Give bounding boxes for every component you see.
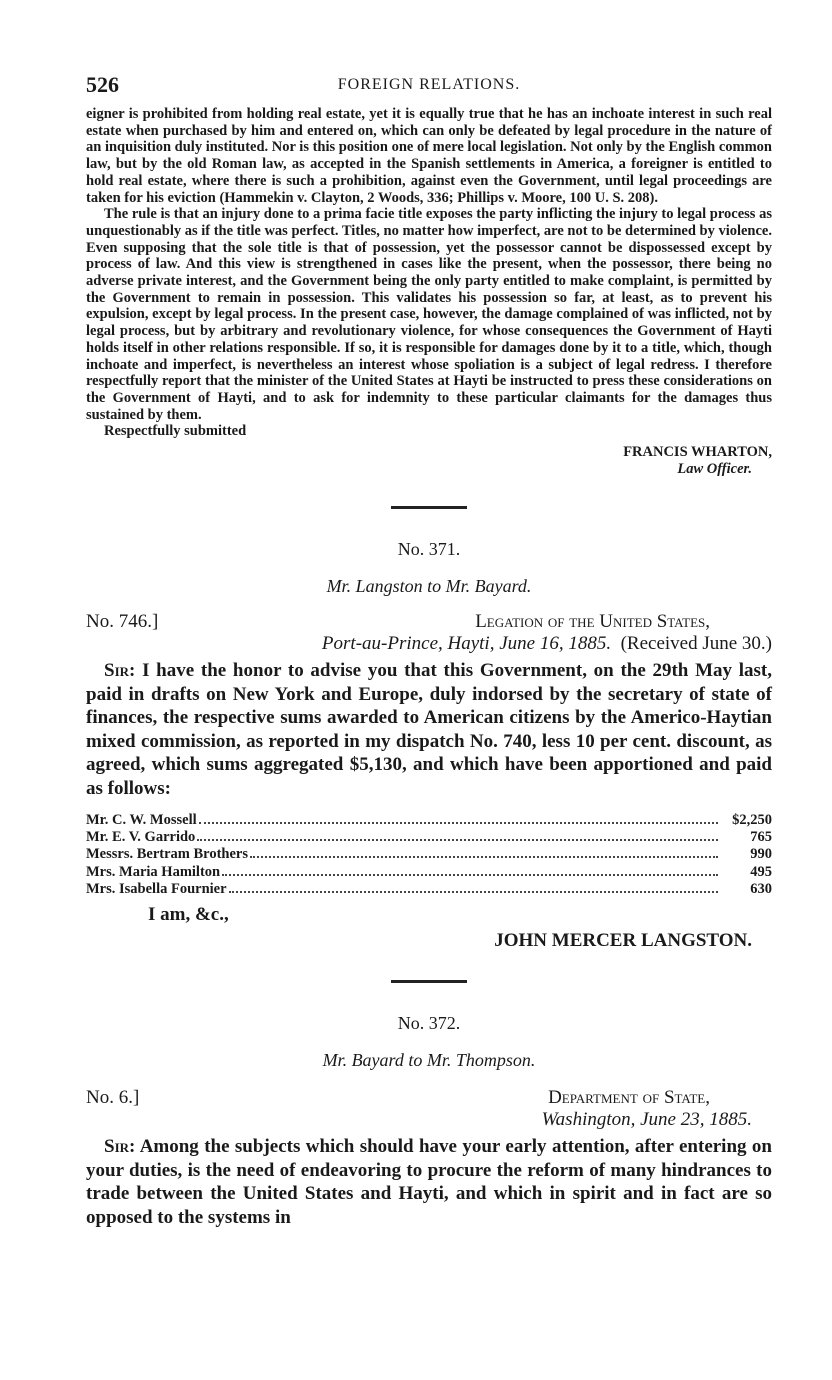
doc-371-received: (Received June 30.) (620, 633, 772, 655)
doc-371-dispatch-line (86, 611, 772, 659)
payee-name: Mrs. Isabella Fournier (86, 880, 227, 897)
doc-371-signer: JOHN MERCER LANGSTON. (494, 930, 752, 952)
doc-371-body (86, 659, 772, 800)
document-page (86, 72, 772, 1229)
doc-372-dispatch-number: No. 6.] (86, 1087, 140, 1109)
doc-371-salutation: Sir: (104, 660, 136, 682)
payee-name: Mr. E. V. Garrido (86, 829, 196, 846)
payee-name: Mrs. Maria Hamilton (86, 863, 221, 880)
doc-372-place-date (542, 1109, 752, 1131)
payment-amount: $2,250 (732, 812, 772, 829)
doc-371-place: Port-au-Prince, Hayti, June 16, 1885. (321, 633, 612, 655)
paragraph-rule: The rule is that an injury done to a prima facie title exposes the party inflicting the injury to legal process as unquestionably as if the title was perfect. Titles, no matter how imperfect, are not to be determined by violence. Even supposing that the sole title is that of possession, yet the possessor cannot be dispossessed except by process of law. And this view is strengthened in cases like the present, when the possessor, there being no adverse private interest, and the Government being the only party entitled to make complaint, is permitted by the Government to remain in possession. This validates his possession so far, at least, as to prevent his expulsion, except by legal process. In the present case, however, the damage complained of was inflicted, not by legal process, but by arbitrary and revolutionary violence, for whose consequences the Government of Hayti holds itself in other relations responsible. If so, it is responsible for damages done by it to a title, which, though inchoate and imperfect, is nevertheless an interest whose spoliation is a subject of legal redress. I therefore respectfully report that the minister of the United States at Hayti be instructed to press these considerations on the Government of Hayti, and to ask for indemnity to these particular claimants for the damages thus sustained by them. (86, 206, 772, 423)
doc-372-dispatch-line (86, 1087, 772, 1135)
payment-list (86, 812, 772, 898)
wharton-title: Law Officer. (677, 461, 752, 478)
doc-372-body (86, 1135, 772, 1229)
wharton-signer: FRANCIS WHARTON, (623, 444, 772, 461)
opening-text (86, 106, 772, 440)
payment-amount: 990 (750, 846, 772, 863)
doc-371-dispatch-number: No. 746.] (86, 611, 159, 633)
payment-amount: 630 (750, 880, 772, 897)
doc-372-origin: Department of State, (548, 1087, 710, 1109)
section-divider (391, 980, 467, 983)
respectfully-submitted: Respectfully submitted (104, 423, 247, 440)
page-header (86, 72, 772, 106)
doc-372-place: Washington, June 23, 1885. (541, 1109, 752, 1131)
page-number: 526 (86, 72, 119, 97)
payment-row (86, 812, 772, 829)
doc-371-body-text: I have the honor to advise you that this Government, on the 29th May last, paid in drafts on New York and Europe, duly indorsed by the secretary of state of finances, the respective sums awarded to American citizens by the Americo-Haytian mixed commission, as reported in my dispatch No. 740, less 10 per cent. discount, as agreed, which sums aggregated $5,130, and which have been apportioned and paid as follows: (86, 660, 772, 799)
paragraph-continuation: eigner is prohibited from holding real estate, yet it is equally true that he has an inchoate interest in such real estate when purchased by him and entered on, which can only be defeated by legal procedure in the nature of an inquisition duly instituted. Nor is this position one of mere local legislation. Not only by the English common law, but by the old Roman law, as accepted in the Spanish settlements in America, a foreigner is entitled to hold real estate, where there is such a prohibition, against even the Government, until legal proceedings are taken for his eviction (Hammekin v. Clayton, 2 Woods, 336; Phillips v. Moore, 100 U. S. 208). (86, 106, 772, 206)
doc-371-origin: Legation of the United States, (475, 611, 710, 633)
payee-name: Messrs. Bertram Brothers (86, 846, 248, 863)
running-title: FOREIGN RELATIONS. (337, 76, 521, 93)
doc-371-heading: Mr. Langston to Mr. Bayard. (326, 576, 532, 597)
doc-372-body-text: Among the subjects which should have your early attention, after entering on your duties, is the need of endeavoring to procure the reform of many hindrances to trade between the United States and Hayti, and which in spirit and in fact are so opposed to the systems in (86, 1136, 772, 1228)
payment-amount: 765 (750, 829, 772, 846)
doc-372-heading: Mr. Bayard to Mr. Thompson. (322, 1050, 536, 1071)
payee-name: Mr. C. W. Mossell (86, 812, 197, 829)
payment-row (86, 846, 772, 863)
doc-372-salutation: Sir: (104, 1136, 136, 1158)
payment-row (86, 881, 772, 898)
doc-371-closing: I am, &c., (148, 904, 229, 926)
doc-372-number: No. 372. (397, 1013, 461, 1034)
wharton-signature-block (86, 444, 772, 478)
payment-amount: 495 (750, 863, 772, 880)
doc-371-place-date (322, 633, 772, 655)
doc-371-number: No. 371. (397, 539, 461, 560)
payment-row (86, 829, 772, 846)
section-divider (391, 506, 467, 509)
payment-row (86, 864, 772, 881)
